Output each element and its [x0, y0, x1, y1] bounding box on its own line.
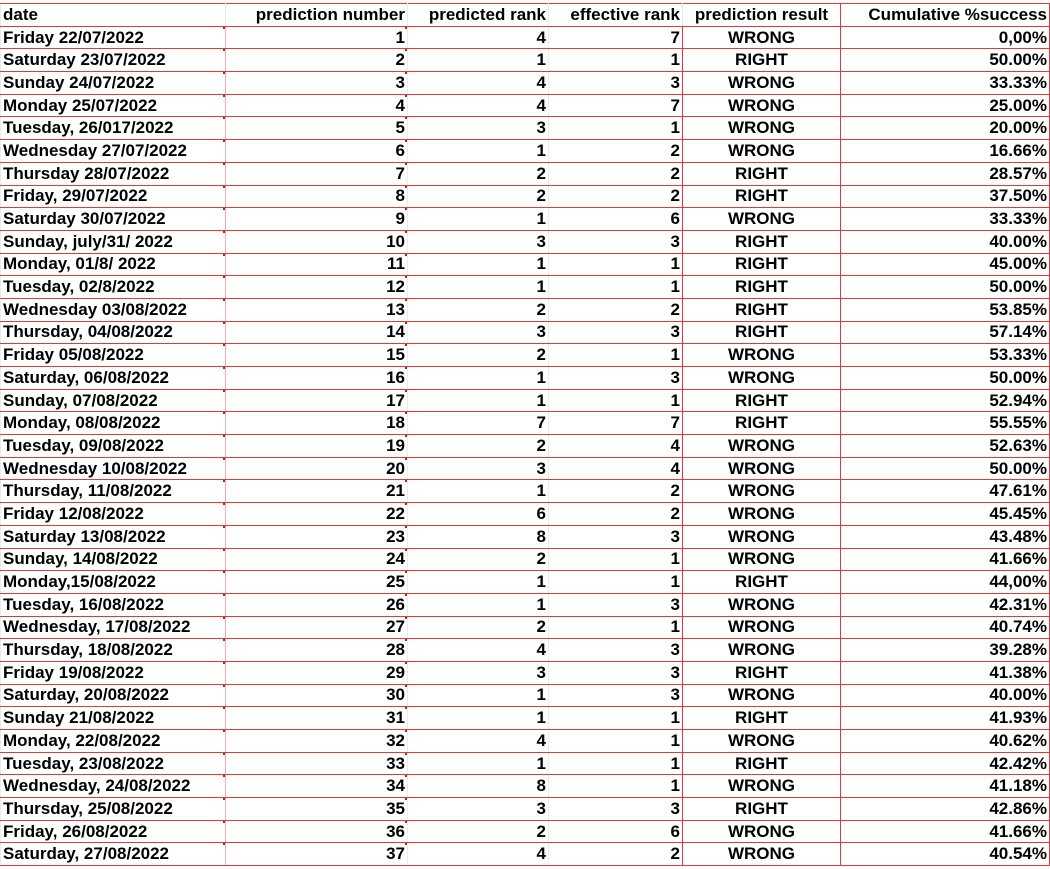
- cell-effective-rank[interactable]: 2: [549, 140, 683, 163]
- cell-prediction-number[interactable]: 2: [226, 49, 408, 72]
- table-row: [1, 820, 1050, 843]
- cell-prediction-number[interactable]: 33: [226, 752, 408, 775]
- cell-predicted-rank[interactable]: 3: [408, 230, 549, 253]
- table-row: [1, 276, 1050, 299]
- cell-predicted-rank[interactable]: 1: [408, 367, 549, 390]
- cell-effective-rank[interactable]: 3: [549, 230, 683, 253]
- cell-predicted-rank[interactable]: 1: [408, 253, 549, 276]
- cell-predicted-rank[interactable]: 3: [408, 457, 549, 480]
- cell-effective-rank[interactable]: 3: [549, 525, 683, 548]
- header-prediction-number[interactable]: prediction number: [226, 4, 408, 27]
- cell-predicted-rank[interactable]: 1: [408, 276, 549, 299]
- cell-cumulative-success[interactable]: 50.00%: [841, 276, 1050, 299]
- table-row: [1, 117, 1050, 140]
- cell-prediction-number[interactable]: 7: [226, 162, 408, 185]
- cell-date[interactable]: Monday, 22/08/2022: [1, 730, 226, 753]
- table-row: [1, 140, 1050, 163]
- cell-effective-rank[interactable]: 2: [549, 503, 683, 526]
- table-row: [1, 208, 1050, 231]
- table-row: [1, 457, 1050, 480]
- cell-prediction-number[interactable]: 21: [226, 480, 408, 503]
- cell-cumulative-success[interactable]: 42.31%: [841, 593, 1050, 616]
- table-row: [1, 435, 1050, 458]
- table-row: [1, 253, 1050, 276]
- cell-effective-rank[interactable]: 3: [549, 321, 683, 344]
- table-row: [1, 162, 1050, 185]
- cell-cumulative-success[interactable]: 25.00%: [841, 94, 1050, 117]
- table-row: [1, 185, 1050, 208]
- cell-prediction-result[interactable]: RIGHT: [683, 253, 841, 276]
- cell-effective-rank[interactable]: 1: [549, 752, 683, 775]
- cell-prediction-number[interactable]: 12: [226, 276, 408, 299]
- cell-cumulative-success[interactable]: 57.14%: [841, 321, 1050, 344]
- cell-cumulative-success[interactable]: 40.00%: [841, 230, 1050, 253]
- cell-cumulative-success[interactable]: 41.93%: [841, 707, 1050, 730]
- cell-effective-rank[interactable]: 1: [549, 49, 683, 72]
- cell-prediction-result[interactable]: WRONG: [683, 435, 841, 458]
- cell-prediction-number[interactable]: 15: [226, 344, 408, 367]
- cell-effective-rank[interactable]: 1: [549, 117, 683, 140]
- header-date[interactable]: date: [1, 4, 226, 27]
- cell-cumulative-success[interactable]: 40.62%: [841, 730, 1050, 753]
- cell-effective-rank[interactable]: 3: [549, 798, 683, 821]
- cell-cumulative-success[interactable]: 50.00%: [841, 367, 1050, 390]
- cell-cumulative-success[interactable]: 45.00%: [841, 253, 1050, 276]
- cell-predicted-rank[interactable]: 1: [408, 684, 549, 707]
- cell-date[interactable]: Monday, 08/08/2022: [1, 412, 226, 435]
- cell-prediction-number[interactable]: 14: [226, 321, 408, 344]
- cell-cumulative-success[interactable]: 42.86%: [841, 798, 1050, 821]
- cell-prediction-result[interactable]: WRONG: [683, 616, 841, 639]
- cell-cumulative-success[interactable]: 55.55%: [841, 412, 1050, 435]
- cell-cumulative-success[interactable]: 41.66%: [841, 820, 1050, 843]
- cell-cumulative-success[interactable]: 47.61%: [841, 480, 1050, 503]
- cell-predicted-rank[interactable]: 2: [408, 820, 549, 843]
- table-row: [1, 230, 1050, 253]
- cell-cumulative-success[interactable]: 42.42%: [841, 752, 1050, 775]
- cell-predicted-rank[interactable]: 2: [408, 548, 549, 571]
- cell-prediction-number[interactable]: 25: [226, 571, 408, 594]
- cell-date[interactable]: Friday 05/08/2022: [1, 344, 226, 367]
- cell-prediction-result[interactable]: WRONG: [683, 593, 841, 616]
- cell-prediction-number[interactable]: 4: [226, 94, 408, 117]
- cell-prediction-result[interactable]: RIGHT: [683, 707, 841, 730]
- cell-effective-rank[interactable]: 2: [549, 185, 683, 208]
- cell-date[interactable]: Tuesday, 02/8/2022: [1, 276, 226, 299]
- cell-cumulative-success[interactable]: 52.63%: [841, 435, 1050, 458]
- cell-prediction-result[interactable]: WRONG: [683, 117, 841, 140]
- cell-prediction-result[interactable]: RIGHT: [683, 571, 841, 594]
- cell-effective-rank[interactable]: 7: [549, 26, 683, 49]
- cell-effective-rank[interactable]: 1: [549, 253, 683, 276]
- cell-prediction-number[interactable]: 30: [226, 684, 408, 707]
- cell-effective-rank[interactable]: 7: [549, 412, 683, 435]
- cell-date[interactable]: Sunday 24/07/2022: [1, 72, 226, 95]
- header-prediction-result[interactable]: prediction result: [683, 4, 841, 27]
- table-row: [1, 707, 1050, 730]
- cell-cumulative-success[interactable]: 33.33%: [841, 208, 1050, 231]
- cell-prediction-result[interactable]: WRONG: [683, 457, 841, 480]
- cell-prediction-number[interactable]: 6: [226, 140, 408, 163]
- cell-predicted-rank[interactable]: 1: [408, 140, 549, 163]
- cell-predicted-rank[interactable]: 2: [408, 162, 549, 185]
- cell-effective-rank[interactable]: 3: [549, 593, 683, 616]
- cell-effective-rank[interactable]: 1: [549, 707, 683, 730]
- cell-prediction-result[interactable]: WRONG: [683, 525, 841, 548]
- cell-prediction-result[interactable]: WRONG: [683, 208, 841, 231]
- cell-date[interactable]: Sunday, july/31/ 2022: [1, 230, 226, 253]
- cell-predicted-rank[interactable]: 8: [408, 775, 549, 798]
- cell-date[interactable]: Monday, 01/8/ 2022: [1, 253, 226, 276]
- cell-prediction-number[interactable]: 20: [226, 457, 408, 480]
- cell-effective-rank[interactable]: 2: [549, 480, 683, 503]
- cell-effective-rank[interactable]: 3: [549, 639, 683, 662]
- cell-date[interactable]: Wednesday, 24/08/2022: [1, 775, 226, 798]
- cell-cumulative-success[interactable]: 0,00%: [841, 26, 1050, 49]
- cell-predicted-rank[interactable]: 7: [408, 412, 549, 435]
- cell-prediction-number[interactable]: 35: [226, 798, 408, 821]
- cell-cumulative-success[interactable]: 16.66%: [841, 140, 1050, 163]
- cell-predicted-rank[interactable]: 4: [408, 843, 549, 866]
- cell-cumulative-success[interactable]: 52.94%: [841, 389, 1050, 412]
- cell-prediction-result[interactable]: WRONG: [683, 639, 841, 662]
- cell-effective-rank[interactable]: 1: [549, 344, 683, 367]
- cell-effective-rank[interactable]: 6: [549, 820, 683, 843]
- cell-predicted-rank[interactable]: 2: [408, 344, 549, 367]
- table-row: [1, 684, 1050, 707]
- cell-effective-rank[interactable]: 1: [549, 730, 683, 753]
- cell-effective-rank[interactable]: 4: [549, 435, 683, 458]
- table-row: [1, 321, 1050, 344]
- predictions-table: [0, 3, 1050, 866]
- cell-predicted-rank[interactable]: 1: [408, 707, 549, 730]
- cell-effective-rank[interactable]: 2: [549, 298, 683, 321]
- cell-predicted-rank[interactable]: 6: [408, 503, 549, 526]
- cell-date[interactable]: Wednesday 03/08/2022: [1, 298, 226, 321]
- cell-effective-rank[interactable]: 1: [549, 616, 683, 639]
- cell-date[interactable]: Thursday, 11/08/2022: [1, 480, 226, 503]
- cell-date[interactable]: Thursday 28/07/2022: [1, 162, 226, 185]
- cell-predicted-rank[interactable]: 3: [408, 117, 549, 140]
- cell-date[interactable]: Thursday, 04/08/2022: [1, 321, 226, 344]
- header-row: [1, 4, 1050, 27]
- cell-prediction-number[interactable]: 3: [226, 72, 408, 95]
- cell-prediction-result[interactable]: RIGHT: [683, 185, 841, 208]
- cell-cumulative-success[interactable]: 37.50%: [841, 185, 1050, 208]
- cell-cumulative-success[interactable]: 43.48%: [841, 525, 1050, 548]
- table-row: [1, 525, 1050, 548]
- cell-date[interactable]: Monday 25/07/2022: [1, 94, 226, 117]
- cell-date[interactable]: Wednesday 27/07/2022: [1, 140, 226, 163]
- cell-prediction-result[interactable]: WRONG: [683, 344, 841, 367]
- cell-prediction-result[interactable]: RIGHT: [683, 230, 841, 253]
- cell-predicted-rank[interactable]: 1: [408, 593, 549, 616]
- cell-date[interactable]: Friday 19/08/2022: [1, 661, 226, 684]
- cell-prediction-number[interactable]: 19: [226, 435, 408, 458]
- table-row: [1, 798, 1050, 821]
- cell-prediction-number[interactable]: 9: [226, 208, 408, 231]
- table-row: [1, 843, 1050, 866]
- cell-date[interactable]: Wednesday, 17/08/2022: [1, 616, 226, 639]
- cell-predicted-rank[interactable]: 1: [408, 752, 549, 775]
- cell-prediction-result[interactable]: WRONG: [683, 730, 841, 753]
- cell-effective-rank[interactable]: 7: [549, 94, 683, 117]
- cell-prediction-result[interactable]: WRONG: [683, 140, 841, 163]
- cell-cumulative-success[interactable]: 33.33%: [841, 72, 1050, 95]
- cell-date[interactable]: Tuesday, 16/08/2022: [1, 593, 226, 616]
- cell-predicted-rank[interactable]: 1: [408, 49, 549, 72]
- header-effective-rank[interactable]: effective rank: [549, 4, 683, 27]
- cell-prediction-number[interactable]: 36: [226, 820, 408, 843]
- table-row: [1, 367, 1050, 390]
- cell-prediction-number[interactable]: 28: [226, 639, 408, 662]
- table-row: [1, 571, 1050, 594]
- cell-date[interactable]: Monday,15/08/2022: [1, 571, 226, 594]
- cell-prediction-result[interactable]: RIGHT: [683, 298, 841, 321]
- cell-date[interactable]: Saturday 23/07/2022: [1, 49, 226, 72]
- cell-prediction-number[interactable]: 22: [226, 503, 408, 526]
- cell-date[interactable]: Tuesday, 23/08/2022: [1, 752, 226, 775]
- cell-prediction-result[interactable]: RIGHT: [683, 162, 841, 185]
- cell-prediction-result[interactable]: WRONG: [683, 820, 841, 843]
- cell-prediction-result[interactable]: WRONG: [683, 72, 841, 95]
- cell-prediction-result[interactable]: RIGHT: [683, 389, 841, 412]
- cell-date[interactable]: Thursday, 18/08/2022: [1, 639, 226, 662]
- cell-effective-rank[interactable]: 1: [549, 571, 683, 594]
- cell-prediction-result[interactable]: WRONG: [683, 367, 841, 390]
- cell-prediction-number[interactable]: 23: [226, 525, 408, 548]
- cell-prediction-number[interactable]: 31: [226, 707, 408, 730]
- cell-effective-rank[interactable]: 6: [549, 208, 683, 231]
- cell-prediction-result[interactable]: RIGHT: [683, 752, 841, 775]
- cell-prediction-result[interactable]: RIGHT: [683, 276, 841, 299]
- table-row: [1, 480, 1050, 503]
- cell-prediction-number[interactable]: 29: [226, 661, 408, 684]
- cell-date[interactable]: Tuesday, 09/08/2022: [1, 435, 226, 458]
- cell-date[interactable]: Friday, 29/07/2022: [1, 185, 226, 208]
- cell-date[interactable]: Saturday, 06/08/2022: [1, 367, 226, 390]
- cell-effective-rank[interactable]: 3: [549, 684, 683, 707]
- table-row: [1, 730, 1050, 753]
- cell-cumulative-success[interactable]: 40.00%: [841, 684, 1050, 707]
- cell-effective-rank[interactable]: 2: [549, 162, 683, 185]
- cell-predicted-rank[interactable]: 2: [408, 185, 549, 208]
- cell-cumulative-success[interactable]: 41.66%: [841, 548, 1050, 571]
- cell-cumulative-success[interactable]: 41.38%: [841, 661, 1050, 684]
- cell-cumulative-success[interactable]: 40.74%: [841, 616, 1050, 639]
- table-row: [1, 752, 1050, 775]
- cell-prediction-result[interactable]: WRONG: [683, 503, 841, 526]
- cell-date[interactable]: Friday 22/07/2022: [1, 26, 226, 49]
- cell-effective-rank[interactable]: 1: [549, 276, 683, 299]
- cell-prediction-result[interactable]: RIGHT: [683, 49, 841, 72]
- cell-predicted-rank[interactable]: 8: [408, 525, 549, 548]
- cell-prediction-result[interactable]: RIGHT: [683, 798, 841, 821]
- cell-predicted-rank[interactable]: 4: [408, 26, 549, 49]
- cell-date[interactable]: Friday, 26/08/2022: [1, 820, 226, 843]
- cell-predicted-rank[interactable]: 4: [408, 72, 549, 95]
- table-row: [1, 639, 1050, 662]
- cell-date[interactable]: Friday 12/08/2022: [1, 503, 226, 526]
- cell-effective-rank[interactable]: 1: [549, 775, 683, 798]
- table-row: [1, 298, 1050, 321]
- header-cumulative-success[interactable]: Cumulative %success: [841, 4, 1050, 27]
- header-predicted-rank[interactable]: predicted rank: [408, 4, 549, 27]
- cell-effective-rank[interactable]: 1: [549, 389, 683, 412]
- cell-prediction-number[interactable]: 32: [226, 730, 408, 753]
- cell-prediction-result[interactable]: WRONG: [683, 843, 841, 866]
- cell-prediction-result[interactable]: RIGHT: [683, 412, 841, 435]
- cell-prediction-result[interactable]: WRONG: [683, 26, 841, 49]
- cell-date[interactable]: Sunday, 07/08/2022: [1, 389, 226, 412]
- table-row: [1, 548, 1050, 571]
- cell-effective-rank[interactable]: 1: [549, 548, 683, 571]
- table-row: [1, 661, 1050, 684]
- cell-predicted-rank[interactable]: 1: [408, 571, 549, 594]
- cell-effective-rank[interactable]: 3: [549, 72, 683, 95]
- cell-prediction-number[interactable]: 8: [226, 185, 408, 208]
- table-row: [1, 344, 1050, 367]
- cell-predicted-rank[interactable]: 2: [408, 298, 549, 321]
- cell-effective-rank[interactable]: 2: [549, 843, 683, 866]
- cell-prediction-number[interactable]: 27: [226, 616, 408, 639]
- cell-date[interactable]: Wednesday 10/08/2022: [1, 457, 226, 480]
- cell-date[interactable]: Sunday 21/08/2022: [1, 707, 226, 730]
- cell-predicted-rank[interactable]: 3: [408, 661, 549, 684]
- cell-date[interactable]: Saturday, 20/08/2022: [1, 684, 226, 707]
- cell-predicted-rank[interactable]: 4: [408, 94, 549, 117]
- cell-date[interactable]: Sunday, 14/08/2022: [1, 548, 226, 571]
- table-row: [1, 616, 1050, 639]
- cell-prediction-number[interactable]: 10: [226, 230, 408, 253]
- cell-cumulative-success[interactable]: 45.45%: [841, 503, 1050, 526]
- cell-prediction-number[interactable]: 13: [226, 298, 408, 321]
- cell-cumulative-success[interactable]: 40.54%: [841, 843, 1050, 866]
- cell-prediction-result[interactable]: WRONG: [683, 775, 841, 798]
- cell-prediction-result[interactable]: RIGHT: [683, 661, 841, 684]
- cell-prediction-number[interactable]: 17: [226, 389, 408, 412]
- cell-prediction-result[interactable]: WRONG: [683, 94, 841, 117]
- cell-predicted-rank[interactable]: 3: [408, 321, 549, 344]
- cell-prediction-result[interactable]: WRONG: [683, 480, 841, 503]
- cell-cumulative-success[interactable]: 50.00%: [841, 49, 1050, 72]
- table-row: [1, 503, 1050, 526]
- cell-prediction-result[interactable]: RIGHT: [683, 321, 841, 344]
- cell-prediction-number[interactable]: 26: [226, 593, 408, 616]
- cell-cumulative-success[interactable]: 53.85%: [841, 298, 1050, 321]
- cell-predicted-rank[interactable]: 1: [408, 208, 549, 231]
- cell-prediction-number[interactable]: 11: [226, 253, 408, 276]
- cell-cumulative-success[interactable]: 20.00%: [841, 117, 1050, 140]
- table-row: [1, 412, 1050, 435]
- cell-predicted-rank[interactable]: 2: [408, 616, 549, 639]
- cell-prediction-number[interactable]: 37: [226, 843, 408, 866]
- cell-predicted-rank[interactable]: 1: [408, 480, 549, 503]
- cell-prediction-number[interactable]: 1: [226, 26, 408, 49]
- cell-effective-rank[interactable]: 3: [549, 661, 683, 684]
- cell-cumulative-success[interactable]: 53.33%: [841, 344, 1050, 367]
- cell-prediction-number[interactable]: 16: [226, 367, 408, 390]
- table-row: [1, 389, 1050, 412]
- cell-date[interactable]: Saturday 30/07/2022: [1, 208, 226, 231]
- cell-date[interactable]: Thursday, 25/08/2022: [1, 798, 226, 821]
- table-row: [1, 72, 1050, 95]
- cell-cumulative-success[interactable]: 28.57%: [841, 162, 1050, 185]
- cell-predicted-rank[interactable]: 1: [408, 389, 549, 412]
- cell-prediction-number[interactable]: 24: [226, 548, 408, 571]
- cell-predicted-rank[interactable]: 2: [408, 435, 549, 458]
- cell-predicted-rank[interactable]: 4: [408, 639, 549, 662]
- cell-prediction-number[interactable]: 5: [226, 117, 408, 140]
- cell-prediction-result[interactable]: WRONG: [683, 684, 841, 707]
- cell-predicted-rank[interactable]: 3: [408, 798, 549, 821]
- cell-cumulative-success[interactable]: 50.00%: [841, 457, 1050, 480]
- cell-prediction-number[interactable]: 34: [226, 775, 408, 798]
- cell-prediction-number[interactable]: 18: [226, 412, 408, 435]
- cell-effective-rank[interactable]: 4: [549, 457, 683, 480]
- table-row: [1, 775, 1050, 798]
- table-row: [1, 49, 1050, 72]
- cell-prediction-result[interactable]: WRONG: [683, 548, 841, 571]
- cell-date[interactable]: Tuesday, 26/017/2022: [1, 117, 226, 140]
- cell-predicted-rank[interactable]: 4: [408, 730, 549, 753]
- cell-date[interactable]: Saturday, 27/08/2022: [1, 843, 226, 866]
- cell-cumulative-success[interactable]: 39.28%: [841, 639, 1050, 662]
- table-row: [1, 26, 1050, 49]
- cell-cumulative-success[interactable]: 44,00%: [841, 571, 1050, 594]
- table-row: [1, 593, 1050, 616]
- table-row: [1, 94, 1050, 117]
- table-body: [1, 26, 1050, 865]
- cell-cumulative-success[interactable]: 41.18%: [841, 775, 1050, 798]
- cell-date[interactable]: Saturday 13/08/2022: [1, 525, 226, 548]
- cell-effective-rank[interactable]: 3: [549, 367, 683, 390]
